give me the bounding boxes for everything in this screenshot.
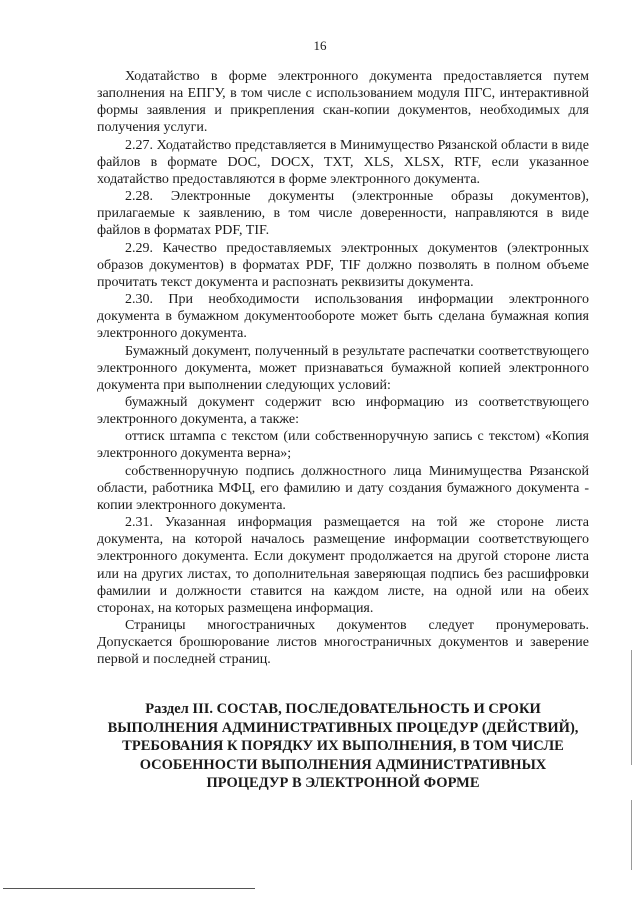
- section-heading-line: ТРЕБОВАНИЯ К ПОРЯДКУ ИХ ВЫПОЛНЕНИЯ, В ТОМ ЧИСЛЕ: [122, 738, 564, 754]
- scan-edge-line: [631, 800, 632, 870]
- section-heading: [90, 700, 596, 793]
- paragraph-stamp: оттиск штампа с текстом (или собственноручную запись с текстом) «Копия электронного документа верна»;: [97, 429, 589, 462]
- paragraph-2-27: 2.27. Ходатайство представляется в Минимущество Рязанской области в виде файлов в формате DOC, DOCX, TXT, XLS, XLSX, RTF, если указанное ходатайство предоставляются в форме электронного документа.: [97, 137, 589, 187]
- paragraph-2-30: 2.30. При необходимости использования информации электронного документа в бумажном документообороте может быть сделана бумажная копия электронного документа.: [97, 292, 589, 342]
- paragraph-epgu-petition: Ходатайство в форме электронного документа предоставляется путем заполнения на ЕПГУ, в том числе с использованием модуля ПГС, интерактивной формы заявления и прикрепления скан-копии документов, необходимых для получения услуги.: [97, 69, 589, 136]
- body-text: [97, 68, 589, 668]
- footer-divider: [3, 888, 255, 889]
- paragraph-2-29: 2.29. Качество предоставляемых электронных документов (электронных образов документов) в форматах PDF, TIF должно позволять в полном объеме прочитать текст документа и распознать реквизиты документа.: [97, 240, 589, 290]
- paragraph-multipage: Страницы многостраничных документов следует пронумеровать. Допускается брошюрование листов многостраничных документов и заверение первой и последней страниц.: [97, 618, 589, 668]
- paragraph-paper-contents: бумажный документ содержит всю информацию из соответствующего электронного документа, а также:: [97, 394, 589, 428]
- section-heading-line: ОСОБЕННОСТИ ВЫПОЛНЕНИЯ АДМИНИСТРАТИВНЫХ: [139, 756, 547, 773]
- scan-edge-line: [631, 650, 632, 765]
- page-number: 16: [313, 38, 327, 53]
- paragraph-paper-copy: Бумажный документ, полученный в результате распечатки соответствующего электронного документа, может признаваться бумажной копией электронного документа при выполнении следующих условий:: [97, 343, 589, 393]
- section-heading-line: Раздел III. СОСТАВ, ПОСЛЕДОВАТЕЛЬНОСТЬ И СРОКИ: [145, 701, 541, 717]
- paragraph-2-28: 2.28. Электронные документы (электронные образы документов), прилагаемые к заявлению, в том числе доверенности, направляются в виде файлов в форматах PDF, TIF.: [97, 189, 589, 239]
- paragraph-2-31: 2.31. Указанная информация размещается на той же стороне листа документа, на которой началось размещение информации соответствующего электронного документа. Если документ продолжается на другой стороне листа или на других листах, то дополнительная заверяющая подпись без расшифровки фамилии и должности ставится на каждом листе, на одной или на обеих сторонах, на которых размещена информация.: [97, 515, 589, 616]
- section-heading-line: ПРОЦЕДУР В ЭЛЕКТРОННОЙ ФОРМЕ: [206, 775, 480, 791]
- section-heading-line: ВЫПОЛНЕНИЯ АДМИНИСТРАТИВНЫХ ПРОЦЕДУР (ДЕЙСТВИЙ),: [107, 719, 579, 736]
- paragraph-signature: собственноручную подпись должностного лица Минимущества Рязанской области, работника МФЦ, его фамилию и дату создания бумажного документа - копии электронного документа.: [97, 463, 589, 513]
